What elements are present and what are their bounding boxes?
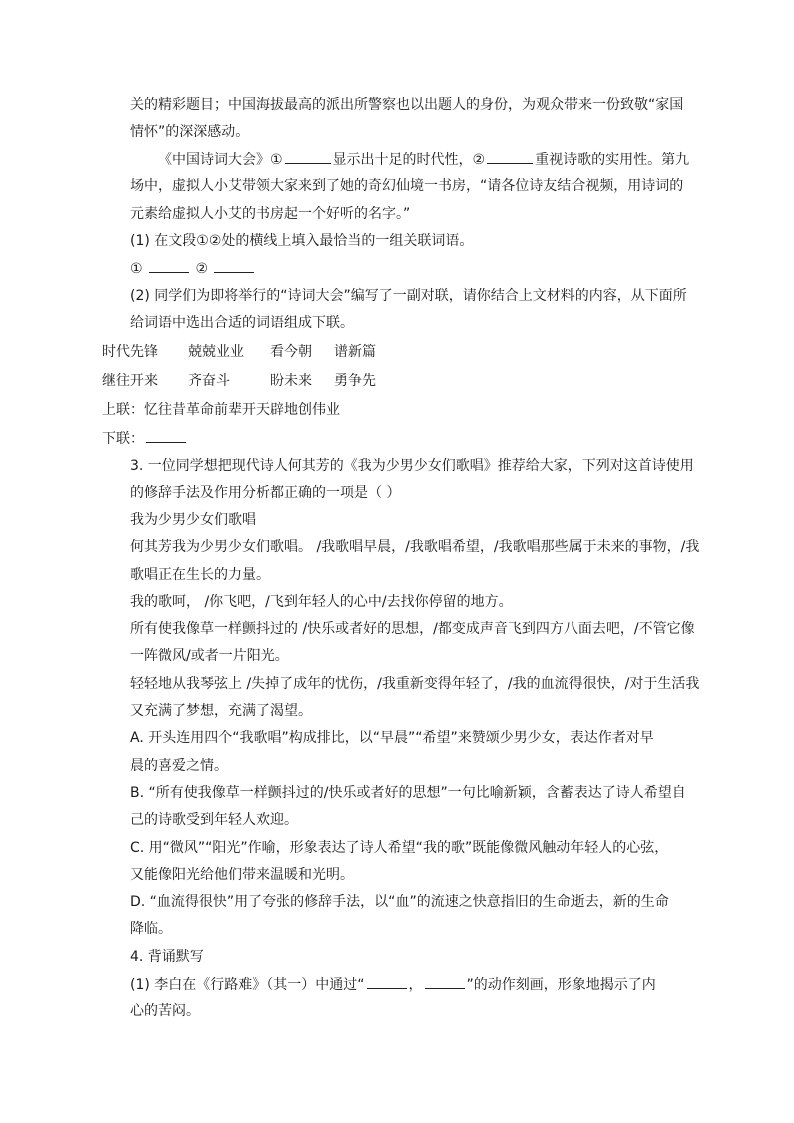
poem-line: 我的歌呵， /你飞吧，/飞到年轻人的心中/去找你停留的地方。: [130, 594, 513, 610]
text-line: 的修辞手法及作用分析都正确的一项是（ ）: [130, 485, 401, 501]
lower-couplet-blank[interactable]: [146, 427, 186, 443]
text-line: 给词语中选出合适的词语组成下联。: [130, 315, 354, 331]
word-option: 继往开来: [102, 373, 158, 389]
text-segment: 重视诗歌的实用性。第九: [535, 152, 690, 168]
option-a[interactable]: A. 开头连用四个“我歌唱”构成排比，以“早晨”“希望”来赞颂少男少女，表达作者对早: [130, 730, 654, 746]
option-b[interactable]: B. “所有使我像草一样颤抖过的/快乐或者好的思想”一句比喻新颖，含蓄表达了诗人希望自: [130, 785, 686, 801]
poem-line: 一阵微风/或者一片阳光。: [130, 648, 289, 664]
text-segment: (1) 李白在《行路难》（其一）中通过“: [130, 977, 365, 993]
poem-line: 歌唱正在生长的力量。: [130, 567, 270, 583]
poem-title: 我为少男少女们歌唱: [130, 512, 256, 528]
recitation-blank-1[interactable]: [367, 973, 407, 989]
answer-line: [130, 257, 256, 279]
option-c-cont: 又能像阳光给他们带来温暖和光明。: [130, 867, 354, 883]
word-option: 齐奋斗: [188, 373, 230, 389]
lower-couplet: [102, 427, 188, 449]
blank-label: ②: [195, 261, 209, 277]
word-option: 时代先锋: [102, 344, 158, 360]
poem-line: 所有使我像草一样颤抖过的 /快乐或者好的思想，/都变成声音飞到四方八面去吧，/不管它像: [130, 621, 695, 637]
option-d[interactable]: D. “血流得很快”用了夸张的修辞手法，以“血”的流速之快意指旧的生命逝去，新的生命: [130, 894, 669, 910]
text-segment: ，: [408, 977, 423, 993]
word-option: 兢兢业业: [188, 344, 244, 360]
option-a-cont: 晨的喜爱之情。: [130, 758, 228, 774]
lower-couplet-label: 下联：: [102, 431, 144, 447]
couplet-word-row: [102, 370, 376, 392]
answer-blank-2[interactable]: [214, 257, 254, 273]
poem-line: 轻轻地从我琴弦上 /失掉了成年的忧伤，/我重新变得年轻了，/我的血流得很快，/对于生活我: [130, 676, 700, 692]
text-segment: 显示出十足的时代性，②: [332, 152, 486, 168]
text-line: 心的苦闷。: [130, 1003, 200, 1019]
recitation-blank-2[interactable]: [425, 973, 465, 989]
word-option: 勇争先: [334, 373, 376, 389]
question-1-prompt: (1) 在文段①②处的横线上填入最恰当的一组关联词语。: [130, 233, 474, 249]
word-option: 看今朝: [270, 344, 312, 360]
fill-blank-2[interactable]: [487, 148, 533, 164]
word-option: 谱新篇: [334, 344, 376, 360]
question-4-heading: 4. 背诵默写: [130, 949, 204, 965]
couplet-word-row: [102, 341, 376, 363]
text-line: 元素给虚拟人小艾的书房起一个好听的名字。”: [130, 206, 411, 222]
question-4-1: [130, 973, 656, 995]
poem-line: 何其芳我为少男少女们歌唱。 /我歌唱早晨，/我歌唱希望，/我歌唱那些属于未来的事物，/我: [130, 539, 700, 555]
option-c[interactable]: C. 用“微风”“阳光”作喻，形象表达了诗人希望“我的歌”既能像微风触动年轻人的心弦，: [130, 840, 669, 856]
option-d-cont: 降临。: [130, 921, 172, 937]
text-line: 情怀”的深深感动。: [130, 124, 250, 140]
text-line: 场中，虚拟人小艾带领大家来到了她的奇幻仙境一书房，“请各位诗友结合视频，用诗词的: [130, 178, 684, 194]
question-3-prompt: 3. 一位同学想把现代诗人何其芳的《我为少男少女们歌唱》推荐给大家，下列对这首诗使用: [130, 458, 694, 474]
question-2-prompt: (2) 同学们为即将举行的“诗词大会”编写了一副对联，请你结合上文材料的内容，从下面所: [130, 288, 687, 304]
poem-line: 又充满了梦想，充满了渴望。: [130, 703, 312, 719]
text-segment: ”的动作刻画，形象地揭示了内: [466, 977, 656, 993]
upper-couplet: 上联：忆往昔革命前辈开天辟地创伟业: [102, 402, 340, 418]
answer-blank-1[interactable]: [149, 257, 189, 273]
text-segment: 《中国诗词大会》①: [158, 152, 283, 168]
word-option: 盼未来: [270, 373, 312, 389]
text-line: [158, 148, 689, 170]
fill-blank-1[interactable]: [285, 148, 331, 164]
option-b-cont: 己的诗歌受到年轻人欢迎。: [130, 812, 298, 828]
text-line: 关的精彩题目；中国海拔最高的派出所警察也以出题人的身份，为观众带来一份致敬“家国: [130, 97, 684, 113]
blank-label: ①: [130, 261, 143, 277]
